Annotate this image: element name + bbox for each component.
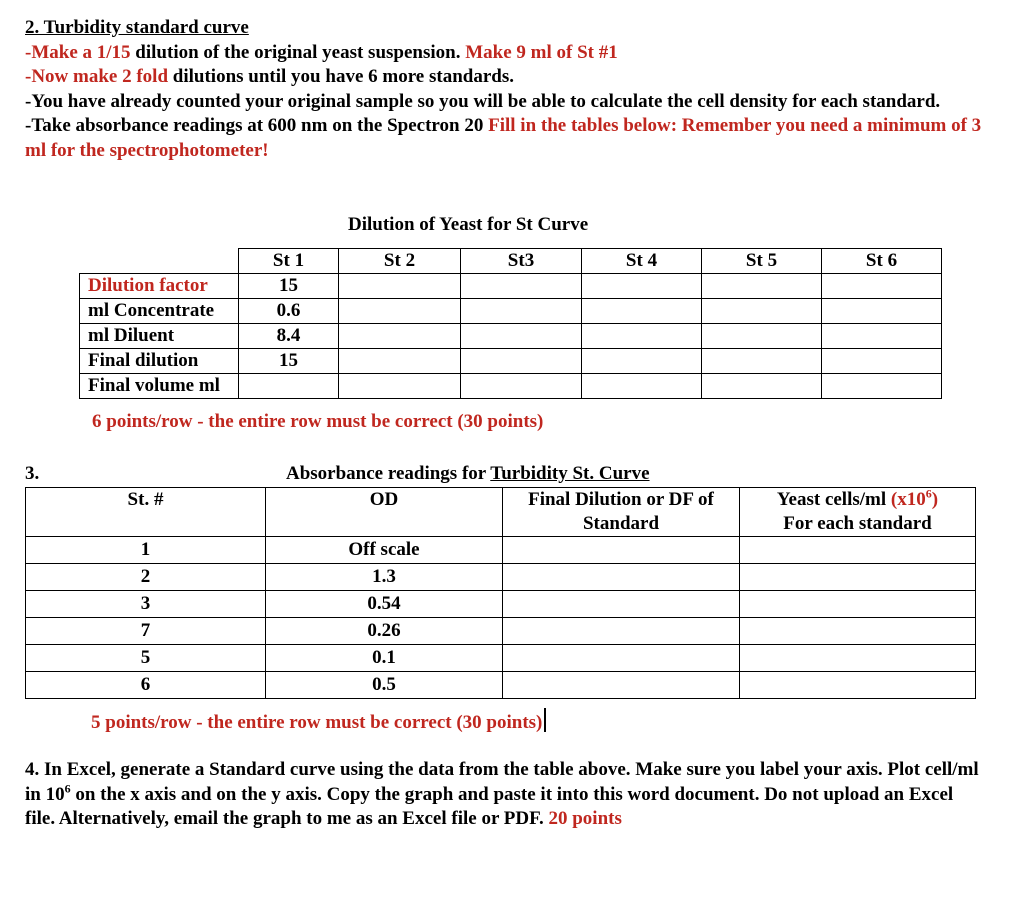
cell-ml-concentrate-st6[interactable]	[822, 299, 942, 324]
column-header-yeast-cells: Yeast cells/ml $(x10^6)$ For each standard	[740, 488, 976, 537]
cell-final-volume-st5[interactable]	[702, 374, 822, 399]
table-row	[80, 324, 942, 349]
dilution-table-header-row	[80, 249, 942, 274]
column-header-st1: St 1	[239, 249, 339, 274]
cell-od: 0.5	[266, 672, 503, 699]
cell-final-volume-st1[interactable]	[239, 374, 339, 399]
cell-ml-diluent-st5[interactable]	[702, 324, 822, 349]
cell-yeast-cells[interactable]	[740, 645, 976, 672]
cell-final-dilution[interactable]	[503, 591, 740, 618]
cell-final-dilution[interactable]	[503, 537, 740, 564]
row-label-final-volume: Final volume ml	[80, 374, 239, 399]
column-header-od: OD	[266, 488, 503, 537]
cell-final-dilution-st4[interactable]	[582, 349, 702, 374]
cell-dilution-factor-st3[interactable]	[461, 274, 582, 299]
cell-final-dilution-st1[interactable]: 15	[239, 349, 339, 374]
dilution-table-points-note: 6 points/row - the entire row must be correct (30 points)	[92, 411, 544, 432]
table-row	[26, 618, 976, 645]
cell-st-number: 6	[26, 672, 266, 699]
cell-od: 0.1	[266, 645, 503, 672]
table-row	[26, 591, 976, 618]
column-header-st-number: St. #	[26, 488, 266, 537]
table-row	[26, 564, 976, 591]
cell-ml-concentrate-st4[interactable]	[582, 299, 702, 324]
dilution-table-corner	[80, 249, 239, 274]
row-label-dilution-factor: Dilution factor	[80, 274, 239, 299]
column-header-st2: St 2	[339, 249, 461, 274]
cell-od: 0.54	[266, 591, 503, 618]
absorbance-table-header-row	[26, 488, 976, 537]
table-row	[80, 299, 942, 324]
dilution-table-title: Dilution of Yeast for St Curve	[348, 214, 589, 235]
absorbance-table-title: Absorbance readings for Turbidity St. Curve	[286, 463, 650, 484]
table-row	[26, 537, 976, 564]
cell-final-dilution-st6[interactable]	[822, 349, 942, 374]
cell-yeast-cells[interactable]	[740, 618, 976, 645]
instruction-line-2: -Now make 2 fold dilutions until you have 6 more standards.	[25, 66, 514, 88]
section-2-heading: 2. Turbidity standard curve	[25, 17, 249, 38]
cell-dilution-factor-st6[interactable]	[822, 274, 942, 299]
absorbance-table	[25, 487, 976, 699]
cell-od: Off scale	[266, 537, 503, 564]
cell-yeast-cells[interactable]	[740, 564, 976, 591]
cell-final-dilution-st2[interactable]	[339, 349, 461, 374]
cell-ml-concentrate-st1[interactable]: 0.6	[239, 299, 339, 324]
column-header-st4: St 4	[582, 249, 702, 274]
cell-od: 1.3	[266, 564, 503, 591]
cell-final-dilution-st5[interactable]	[702, 349, 822, 374]
column-header-st3: St3	[461, 249, 582, 274]
text-cursor	[544, 708, 546, 732]
cell-dilution-factor-st4[interactable]	[582, 274, 702, 299]
cell-st-number: 1	[26, 537, 266, 564]
dilution-table	[79, 248, 942, 399]
instruction-line-3: -You have already counted your original sample so you will be able to calculate the cell density for each standard.	[25, 90, 941, 112]
table-row	[80, 374, 942, 399]
cell-final-volume-st2[interactable]	[339, 374, 461, 399]
cell-ml-concentrate-st2[interactable]	[339, 299, 461, 324]
cell-final-dilution[interactable]	[503, 618, 740, 645]
cell-ml-diluent-st3[interactable]	[461, 324, 582, 349]
absorbance-table-points-note: 5 points/row - the entire row must be correct (30 points)	[91, 708, 546, 734]
cell-ml-diluent-st6[interactable]	[822, 324, 942, 349]
table-row	[80, 274, 942, 299]
instruction-line-4: -Take absorbance readings at 600 nm on the Spectron 20 Fill in the tables below: Remember you need a minimum of 3 ml for the spectrophotometer!	[25, 115, 982, 161]
cell-dilution-factor-st1[interactable]: 15	[239, 274, 339, 299]
cell-st-number: 5	[26, 645, 266, 672]
cell-ml-concentrate-st5[interactable]	[702, 299, 822, 324]
row-label-ml-concentrate: ml Concentrate	[80, 299, 239, 324]
cell-ml-diluent-st2[interactable]	[339, 324, 461, 349]
cell-yeast-cells[interactable]	[740, 672, 976, 699]
section-4-instructions: 4. In Excel, generate a Standard curve using the data from the table above. Make sure you label your axis. Plot cell/ml in $10^6$ on the x axis and on the y axis. Copy the graph and paste it into this word document. Do not upload an Excel file. Alternatively, email the graph to me as an Excel file or PDF. 20 points	[25, 759, 979, 830]
instruction-line-1: -Make a 1/15 dilution of the original yeast suspension. Make 9 ml of St #1	[25, 41, 618, 63]
cell-ml-diluent-st1[interactable]: 8.4	[239, 324, 339, 349]
section-2-instructions	[25, 16, 990, 164]
cell-yeast-cells[interactable]	[740, 591, 976, 618]
column-header-final-dilution: Final Dilution or DF of Standard	[503, 488, 740, 537]
cell-final-volume-st6[interactable]	[822, 374, 942, 399]
cell-ml-diluent-st4[interactable]	[582, 324, 702, 349]
row-label-ml-diluent: ml Diluent	[80, 324, 239, 349]
cell-ml-concentrate-st3[interactable]	[461, 299, 582, 324]
cell-yeast-cells[interactable]	[740, 537, 976, 564]
cell-dilution-factor-st5[interactable]	[702, 274, 822, 299]
section-3-number: 3.	[25, 463, 40, 484]
cell-final-dilution[interactable]	[503, 564, 740, 591]
column-header-st6: St 6	[822, 249, 942, 274]
cell-dilution-factor-st2[interactable]	[339, 274, 461, 299]
cell-st-number: 2	[26, 564, 266, 591]
table-row	[26, 672, 976, 699]
cell-final-dilution[interactable]	[503, 672, 740, 699]
cell-final-volume-st4[interactable]	[582, 374, 702, 399]
cell-final-dilution-st3[interactable]	[461, 349, 582, 374]
cell-st-number: 7	[26, 618, 266, 645]
row-label-final-dilution: Final dilution	[80, 349, 239, 374]
cell-st-number: 3	[26, 591, 266, 618]
table-row	[26, 645, 976, 672]
table-row	[80, 349, 942, 374]
cell-od: 0.26	[266, 618, 503, 645]
cell-final-dilution[interactable]	[503, 645, 740, 672]
cell-final-volume-st3[interactable]	[461, 374, 582, 399]
column-header-st5: St 5	[702, 249, 822, 274]
